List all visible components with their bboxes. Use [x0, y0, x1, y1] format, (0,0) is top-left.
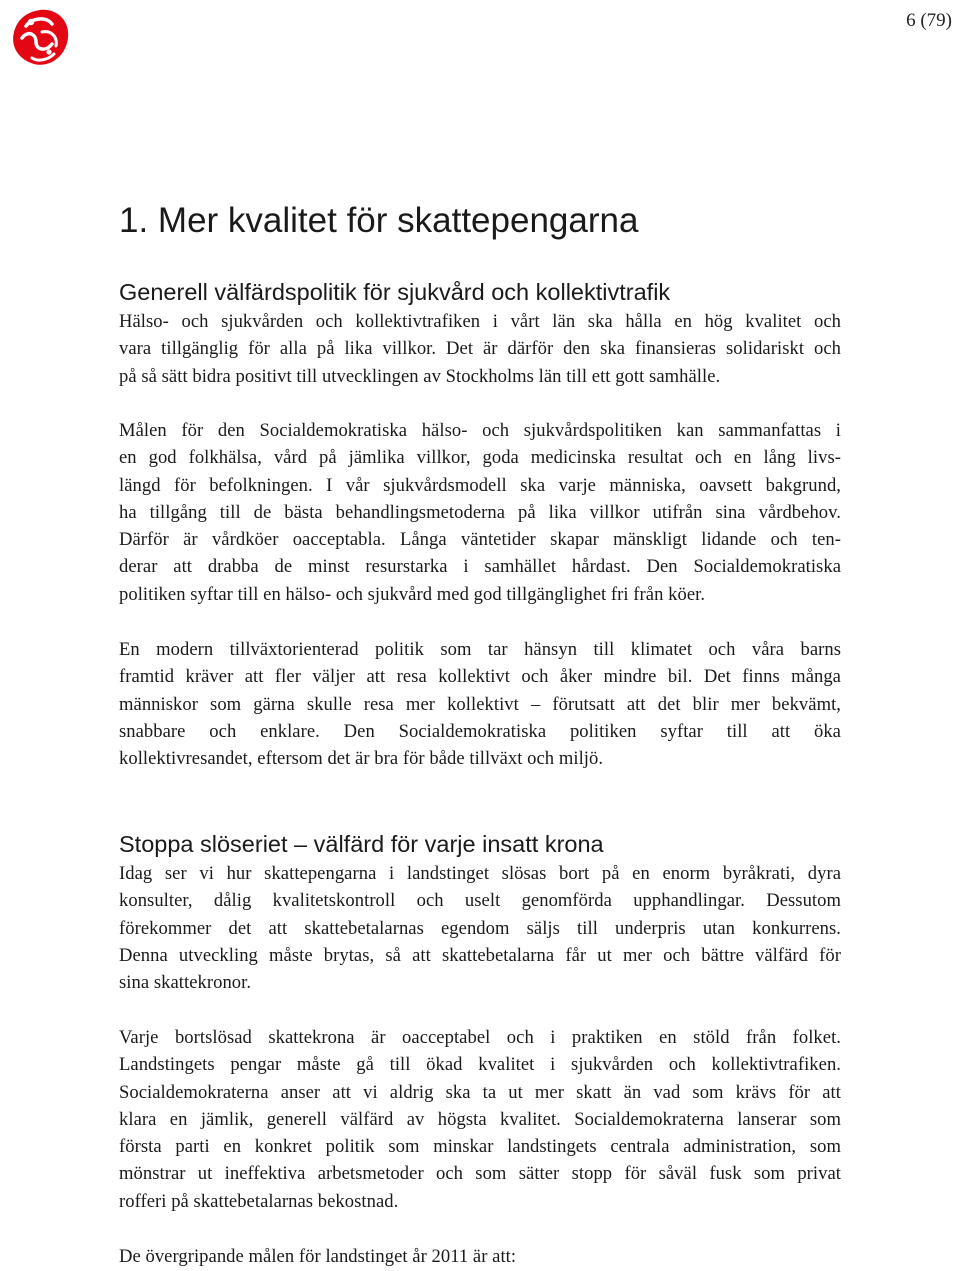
text-line: ha tillgång till de bästa behandlingsmetoderna på lika villkor utifrån sina vårdbehov. [119, 501, 841, 523]
text-line: längd för befolkningen. I vår sjukvårdsmodell ska varje människa, oavsett bakgrund, [119, 474, 841, 496]
text-line: en god folkhälsa, vård på jämlika villkor, goda medicinska resultat och en lång livs- [119, 447, 841, 469]
text-line: Idag ser vi hur skattepengarna i landstinget slösas bort på en enorm byråkrati, dyra [119, 863, 841, 884]
section-heading: Stoppa slöseriet – välfärd för varje insatt krona [119, 831, 604, 857]
text-line: framtid kräver att fler väljer att resa kollektivt och åker mindre bil. Det finns många [119, 666, 841, 688]
text-line: Varje bortslösad skattekrona är oacceptabel och i praktiken en stöld från folket. [119, 1027, 841, 1048]
paragraph [119, 860, 841, 996]
text-line: vara tillgänglig för alla på lika villkor. Det är därför den ska finansieras solidariskt och [119, 338, 841, 360]
text-line: Landstingets pengar måste gå till ökad kvalitet i sjukvården och kollektivtrafiken. [119, 1054, 841, 1076]
text-line: Socialdemokraterna anser att vi aldrig ska ta ut mer skatt än vad som krävs för att [119, 1081, 841, 1103]
paragraph [119, 417, 841, 608]
text-line: politiken syftar till en hälso- och sjukvård med god tillgänglighet fri från köer. [119, 583, 706, 605]
page-number: 6 (79) [906, 10, 952, 31]
text-line: Målen för den Socialdemokratiska hälso- och sjukvårdspolitiken kan sammanfattas i [119, 420, 841, 441]
text-line: mönstrar ut ineffektiva arbetsmetoder och som sätter stopp för såväl fusk som privat [119, 1163, 841, 1185]
text-line: En modern tillväxtorienterad politik som tar hänsyn till klimatet och våra barns [119, 639, 841, 660]
paragraph [119, 308, 841, 390]
text-line: Denna utveckling måste brytas, så att skattebetalarna får ut mer och bättre välfärd för [119, 944, 841, 966]
text-line: De övergripande målen för landstinget år 2011 är att: [119, 1246, 517, 1267]
text-line: förekommer det att skattebetalarnas egendom säljs till underpris utan konkurrens. [119, 917, 841, 939]
text-line: konsulter, dålig kvalitetskontroll och uselt genomförda upphandlingar. Dessutom [119, 890, 841, 912]
paragraph [119, 1024, 841, 1215]
paragraph [119, 636, 841, 772]
rose-logo-icon [6, 4, 74, 72]
text-line: på så sätt bidra positivt till utvecklingen av Stockholms län till ett gott samhälle. [119, 365, 721, 387]
text-line: rofferi på skattebetalarnas bekostnad. [119, 1190, 399, 1212]
text-line: klara en jämlik, generell välfärd av högsta kvalitet. Socialdemokraterna lanserar som [119, 1108, 841, 1130]
text-line: Hälso- och sjukvården och kollektivtrafiken i vårt län ska hålla en hög kvalitet och [119, 311, 841, 332]
text-line: Därför är vårdköer oacceptabla. Långa väntetider skapar mänskligt lidande och ten- [119, 529, 841, 551]
text-line: människor som gärna skulle resa mer kollektivt – förutsatt att det blir mer bekvämt, [119, 693, 841, 715]
text-line: derar att drabba de minst resurstarka i samhället hårdast. Den Socialdemokratiska [119, 556, 841, 578]
text-line: sina skattekronor. [119, 972, 252, 994]
logo [6, 4, 74, 72]
paragraph [119, 1243, 841, 1270]
chapter-title: 1. Mer kvalitet för skattepengarna [119, 201, 639, 240]
section-heading: Generell välfärdspolitik för sjukvård och kollektivtrafik [119, 279, 671, 305]
text-line: kollektivresandet, eftersom det är bra för både tillväxt och miljö. [119, 748, 604, 770]
text-line: snabbare och enklare. Den Socialdemokratiska politiken syftar till att öka [119, 720, 841, 742]
text-line: första parti en konkret politik som minskar landstingets centrala administration, som [119, 1136, 841, 1158]
